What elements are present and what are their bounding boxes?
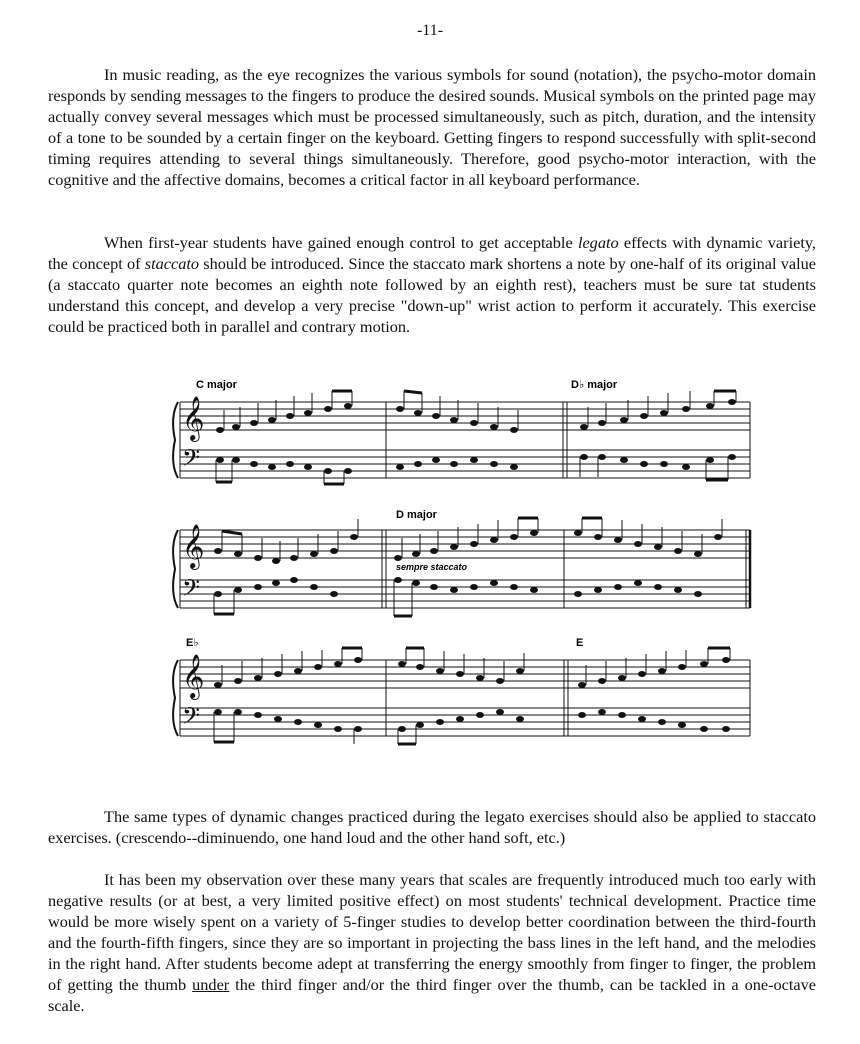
paragraph-dynamic-changes: The same types of dynamic changes practiced during the legato exercises should also be applied to staccato exercises. (crescendo--diminuendo, one hand loud and the other hand soft, etc.): [48, 807, 816, 847]
p2-text-c: should be introduced. Since the staccato mark shortens a note by one-half of its original value (a staccato quarter note becomes an eighth note followed by an eighth rest), teachers must be sure tat students understand this concept, and develop a very precise "down-up" wrist action to perform it accurately. This exercise could be practiced both in parallel and contrary motion.: [48, 254, 816, 336]
music-system-2: [173, 509, 750, 616]
treble-clef: 𝄞: [182, 526, 205, 568]
treble-clef: 𝄞: [182, 656, 205, 698]
label-e: E: [576, 637, 584, 649]
paragraph-staccato-intro: [48, 232, 816, 337]
p2-legato-term: legato: [577, 233, 619, 252]
p2-text-a: When first-year students have gained enough control to get acceptable: [104, 233, 578, 252]
system-3-stems: [214, 648, 730, 744]
music-system-1: [173, 379, 750, 484]
bass-clef: 𝄢: [182, 703, 201, 734]
label-c-major: C major: [196, 379, 237, 391]
music-system-3: [173, 637, 750, 744]
p4-text-a: It has been my observation over these many years that scales are frequently introduced much too early with negative results (or at best, a very limited positive effect) on most students' technical development. Practice time would be more wisely spent on a variety of 5-finger studies to develop better coordination between the third-fourth and the fourth-fifth fingers, since they are so important in projecting the bass lines in the left hand, and the melodies in the right hand. After students become adept at transferring the energy smoothly from finger to finger, the problem of getting the thumb: [48, 870, 816, 994]
label-d-major: D major: [396, 509, 437, 521]
page-number: -11-: [416, 22, 444, 39]
p2-text-b: effects with dynamic variety, the concept of: [48, 233, 816, 273]
p4-text-b: the third finger and/or the third finger over the thumb, can be tackled in a one-octave scale.: [48, 975, 817, 1015]
treble-clef: 𝄞: [182, 398, 205, 440]
system-1-stems: [216, 391, 736, 484]
staccato-exercise-score: [158, 372, 758, 767]
bass-clef: 𝄢: [182, 575, 201, 606]
system-3-notes: [214, 657, 730, 732]
paragraph-psychomotor: In music reading, as the eye recognizes the various symbols for sound (notation), the psycho-motor domain responds by sending messages to the fingers to produce the desired sounds. Musical symbols on the printed page may actually convey several messages which must be processed simultaneously, such as pitch, duration, and the intensity of a tone to be sounded by a certain finger on the keyboard. Getting fingers to respond successfully with split-second timing requires attending to several things simultaneously. Therefore, good psycho-motor interaction, with the cognitive and the affective domains, becomes a critical factor in all keyboard performance.: [48, 65, 816, 189]
label-sempre-staccato: sempre staccato: [396, 562, 468, 572]
label-db-major: D♭ major: [571, 379, 618, 391]
p2-staccato-term: staccato: [144, 254, 200, 273]
label-eb: E♭: [186, 637, 199, 649]
bass-clef: 𝄢: [182, 445, 201, 476]
paragraph-scales-observation: [48, 869, 816, 1016]
p4-under-term: under: [192, 975, 230, 994]
